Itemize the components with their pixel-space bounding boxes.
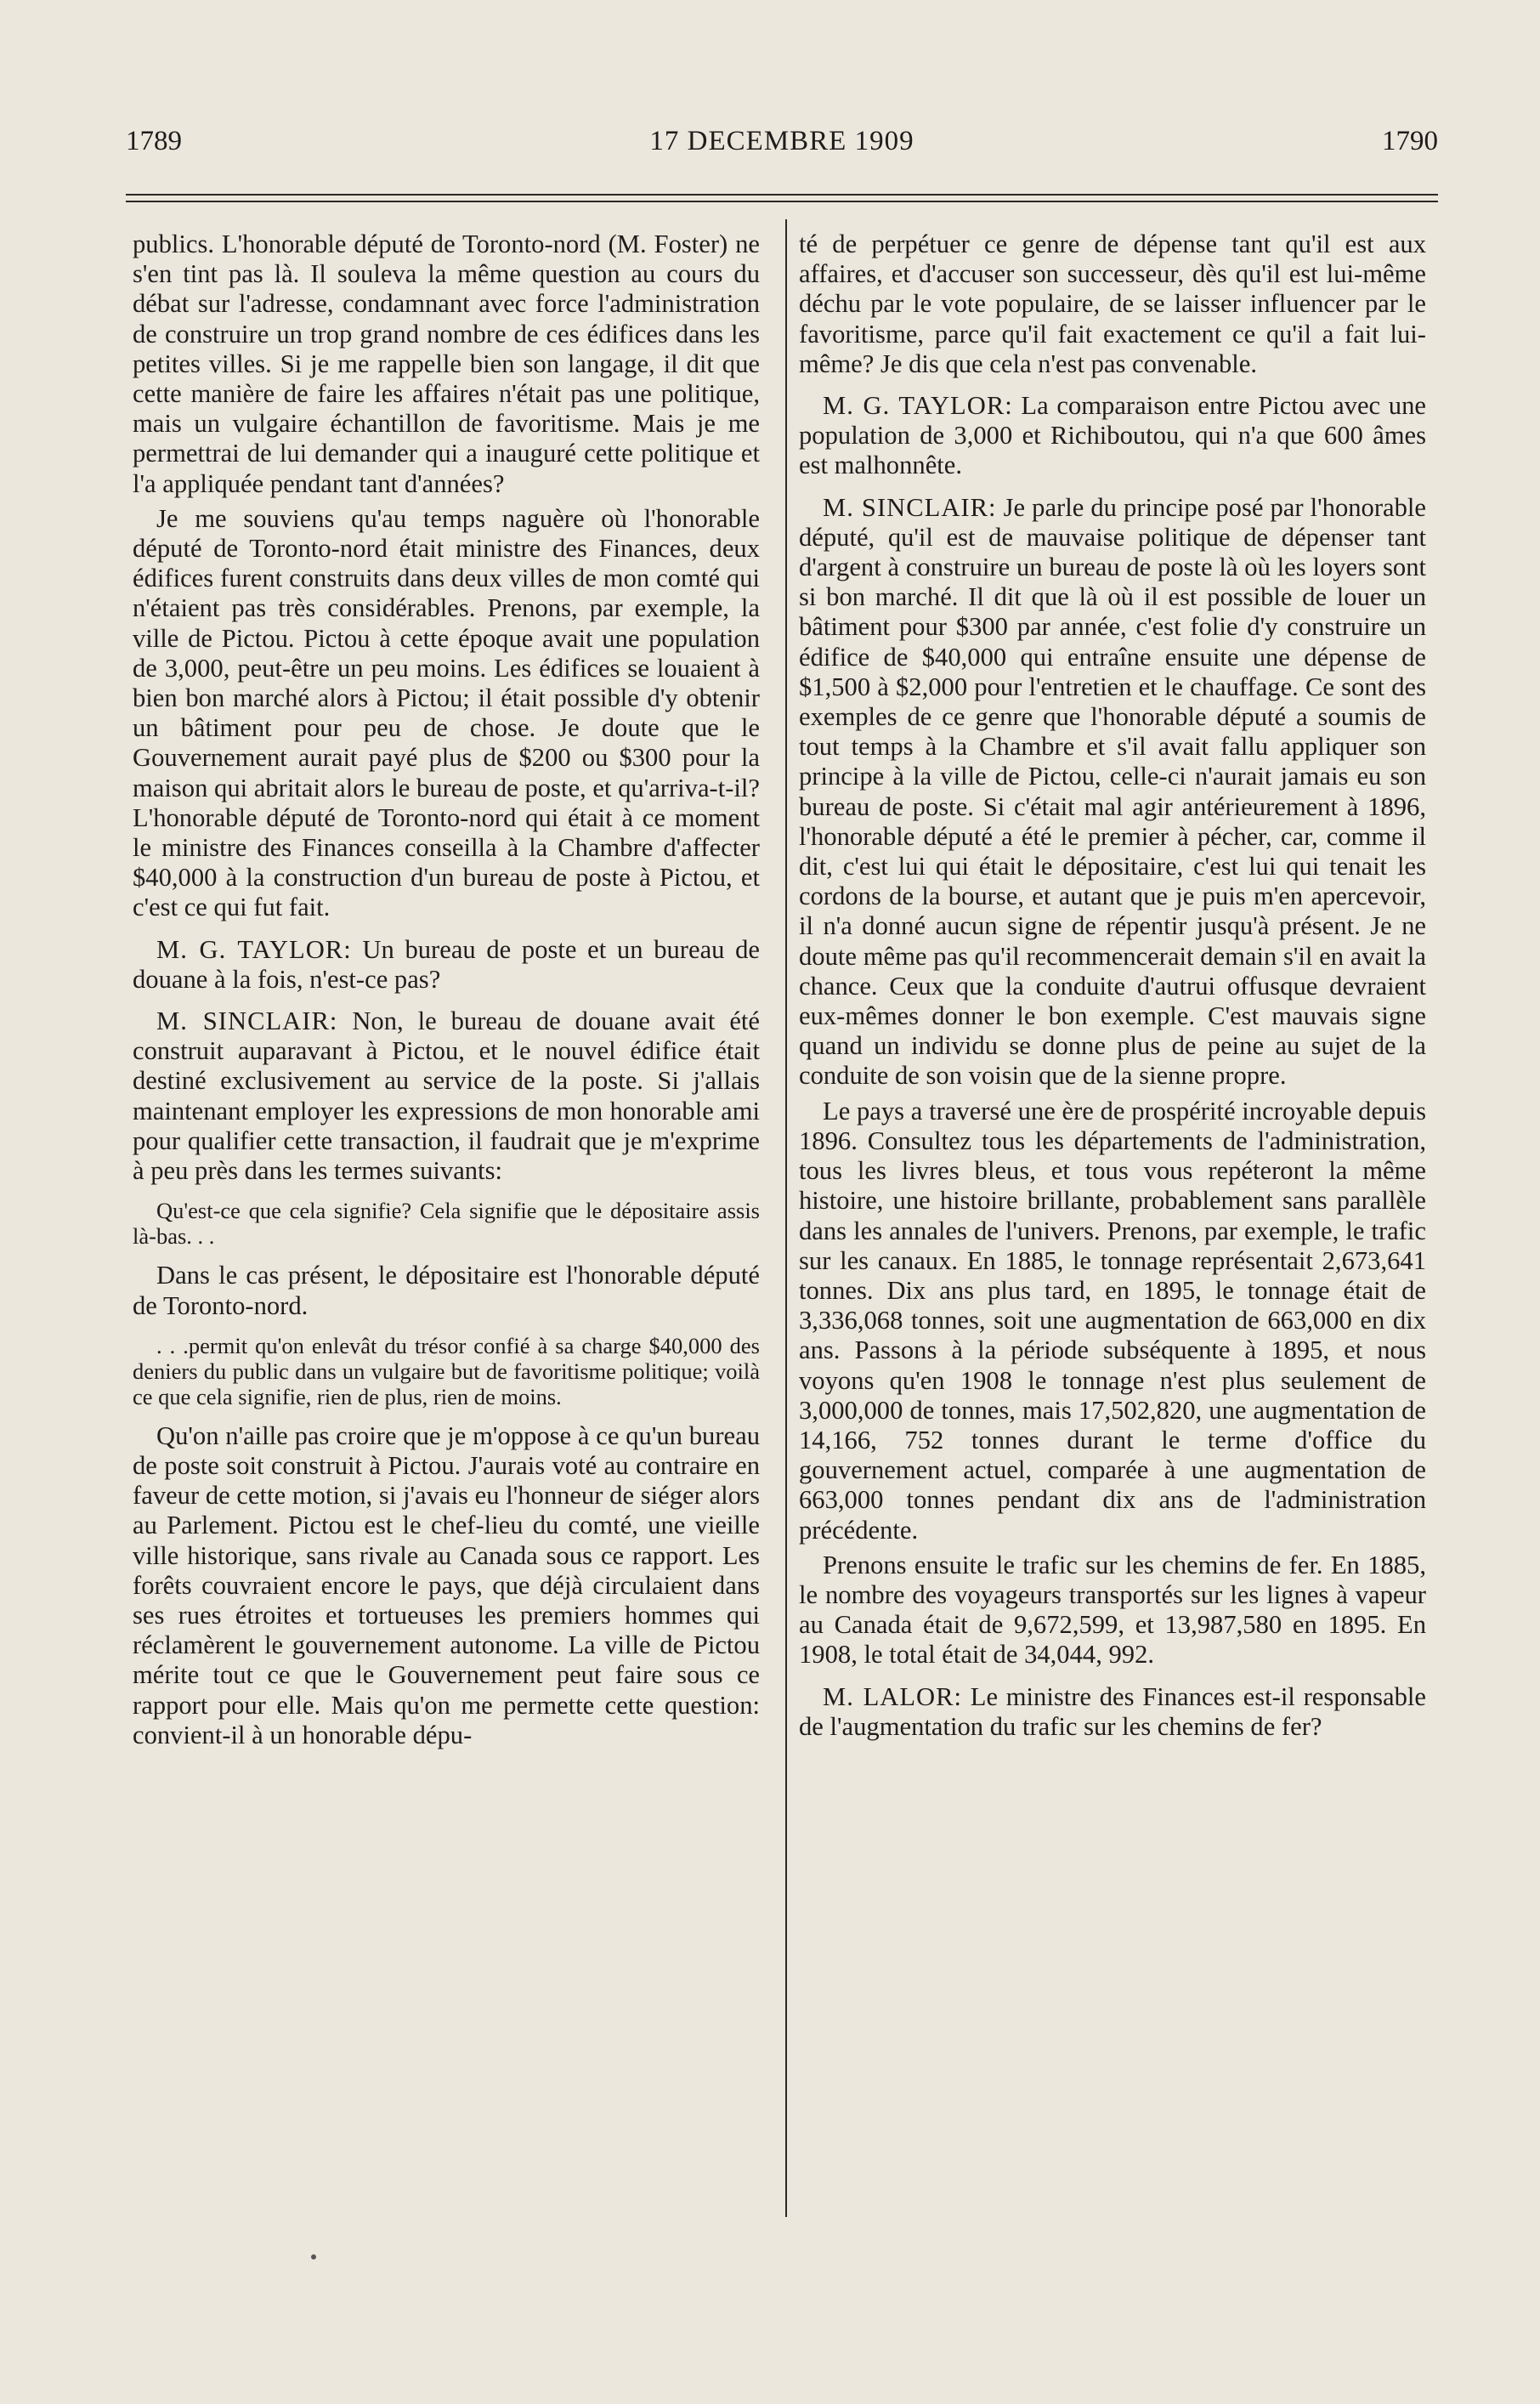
paragraph: Dans le cas présent, le dépositaire est l'honorable député de Toronto-nord.: [133, 1261, 760, 1320]
speech: M. G. TAYLOR: La comparaison entre Pictou avec une population de 3,000 et Richiboutou, qui n'a que 600 âmes est malhonnête.: [799, 391, 1426, 480]
speaker-name: M. SINCLAIR:: [156, 1006, 338, 1036]
speaker-name: M. SINCLAIR:: [823, 492, 997, 522]
paragraph: Prenons ensuite le trafic sur les chemins de fer. En 1885, le nombre des voyageurs transportés sur les lignes à vapeur au Canada était de 9,672,599, et 13,987,580 en 1895. En 1908, le total était de 34,044, 992.: [799, 1550, 1426, 1670]
page-number-left: 1789: [126, 126, 182, 156]
speech: M. G. TAYLOR: Un bureau de poste et un bureau de douane à la fois, n'est-ce pas?: [133, 934, 760, 994]
paragraph: Qu'on n'aille pas croire que je m'oppose à ce qu'un bureau de poste soit construit à Pictou. J'aurais voté au contraire en faveur de cette motion, si j'avais eu l'honneur de siéger alors au Parlement. Pictou est le chef-lieu du comté, une vieille ville historique, sans rivale au Canada sous ce rapport. Les forêts couvraient encore le pays, que déjà circulaient dans ses rues étroites et tortueuses les premiers hommes qui réclamèrent le gouvernement autonome. La ville de Pictou mérite tout ce que le Gouvernement peut faire sous ce rapport pour elle. Mais qu'on me permette cette question: convient-il à un honorable dépu-: [133, 1420, 760, 1749]
right-column: [799, 230, 1426, 1747]
block-quote: Qu'est-ce que cela signifie? Cela signifie que le dépositaire assis là-bas. . .: [133, 1198, 760, 1250]
left-column: [133, 230, 760, 1755]
speech: M. SINCLAIR: Je parle du principe posé par l'honorable député, qu'il est de mauvaise politique de dépenser tant d'argent à construire un bureau de poste là où les loyers sont si bon marché. Il dit que là où il est possible de louer un bâtiment pour $300 par année, c'est folie d'y construire un édifice de $40,000 qui entraîne ensuite une dépense de $1,500 à $2,000 pour l'entretien et le chauffage. Ce sont des exemples de ce genre que l'honorable député a soumis de tout temps à la Chambre et s'il avait fallu appliquer son principe à la ville de Pictou, celle-ci n'aurait jamais eu son bureau de poste. Si c'était mal agir antérieurement à 1896, l'honorable député a été le premier à pécher, car, comme il dit, c'est lui qui était le dépositaire, c'est lui qui tenait les cordons de la bourse, et autant que je puis m'en apercevoir, il n'a donné aucun signe de répentir jusqu'à présent. Je ne doute même pas qu'il recommencerait demain s'il en avait la chance. Ceux que la conduite d'autrui offusque devraient eux-mêmes donner le bon exemple. C'est mauvais signe quand un individu se donne plus de peine au sujet de la conduite de son voisin que de la sienne propre.: [799, 492, 1426, 1091]
speaker-name: M. G. TAYLOR:: [156, 934, 352, 964]
page-header: [126, 126, 1438, 168]
speech: M. SINCLAIR: Non, le bureau de douane avait été construit auparavant à Pictou, et le nouvel édifice était destiné exclusivement au service de la poste. Si j'allais maintenant employer les expressions de mon honorable ami pour qualifier cette transaction, il faudrait que je m'exprime à peu près dans les termes suivants:: [133, 1006, 760, 1186]
header-rule-bottom: [126, 201, 1438, 202]
paragraph: publics. L'honorable député de Toronto-nord (M. Foster) ne s'en tint pas là. Il souleva la même question au cours du débat sur l'adresse, condamnant avec force l'administration de construire un trop grand nombre de ces édifices dans les petites villes. Si je me rappelle bien son langage, il dit que cette manière de faire les affaires n'était pas une politique, mais un vulgaire échantillon de favoritisme. Mais je me permettrai de lui demander qui a inauguré cette politique et l'a appliquée pendant tant d'années?: [133, 230, 760, 498]
speaker-name: M. LALOR:: [823, 1681, 963, 1711]
paragraph: té de perpétuer ce genre de dépense tant qu'il est aux affaires, et d'accuser son successeur, dès qu'il est lui-même déchu par le vote populaire, de se laisser influencer par le favoritisme, parce qu'il fait exactement ce qu'il a fait lui-même? Je dis que cela n'est pas convenable.: [799, 230, 1426, 378]
block-quote: . . .permit qu'on enlevât du trésor confié à sa charge $40,000 des deniers du public dans un vulgaire but de favoritisme politique; voilà ce que cela signifie, rien de plus, rien de moins.: [133, 1332, 760, 1409]
column-divider: [785, 219, 787, 2217]
header-date: 17 DECEMBRE 1909: [649, 126, 914, 156]
print-speck: [311, 2254, 316, 2259]
paragraph: Je me souviens qu'au temps naguère où l'honorable député de Toronto-nord était ministre des Finances, deux édifices furent construits dans deux villes de mon comté qui n'étaient pas très considérables. Prenons, par exemple, la ville de Pictou. Pictou à cette époque avait une population de 3,000, peut-être un peu moins. Les édifices se louaient à bien bon marché alors à Pictou; il était possible d'y obtenir un bâtiment pour peu de chose. Je doute que le Gouvernement aurait payé plus de $200 ou $300 pour la maison qui abritait alors le bureau de poste, et qu'arriva-t-il? L'honorable député de Toronto-nord qui était à ce moment le ministre des Finances conseilla à la Chambre d'affecter $40,000 à la construction d'un bureau de poste à Pictou, et c'est ce qui fut fait.: [133, 503, 760, 922]
speaker-name: M. G. TAYLOR:: [823, 391, 1013, 421]
header-rule-top: [126, 194, 1438, 196]
page-number-right: 1790: [1382, 126, 1438, 156]
speech: M. LALOR: Le ministre des Finances est-il responsable de l'augmentation du trafic sur les chemins de fer?: [799, 1681, 1427, 1741]
paragraph: Le pays a traversé une ère de prospérité incroyable depuis 1896. Consultez tous les départements de l'administration, tous les livres bleus, et tous vous repéteront la même histoire, une histoire brillante, probablement sans parallèle dans les annales de l'univers. Prenons, par exemple, le trafic sur les canaux. En 1885, le tonnage représentait 2,673,641 tonnes. Dix ans plus tard, en 1895, le tonnage était de 3,336,068 tonnes, soit une augmentation de 663,000 en dix ans. Passons à la période subséquente à 1895, et nous voyons qu'en 1908 le tonnage n'est plus seulement de 3,000,000 de tonnes, mais 17,502,820, une augmentation de 14,166, 752 tonnes durant le terme d'office du gouvernement actuel, comparée à une augmentation de 663,000 tonnes pendant dix ans de l'administration précédente.: [799, 1096, 1426, 1545]
